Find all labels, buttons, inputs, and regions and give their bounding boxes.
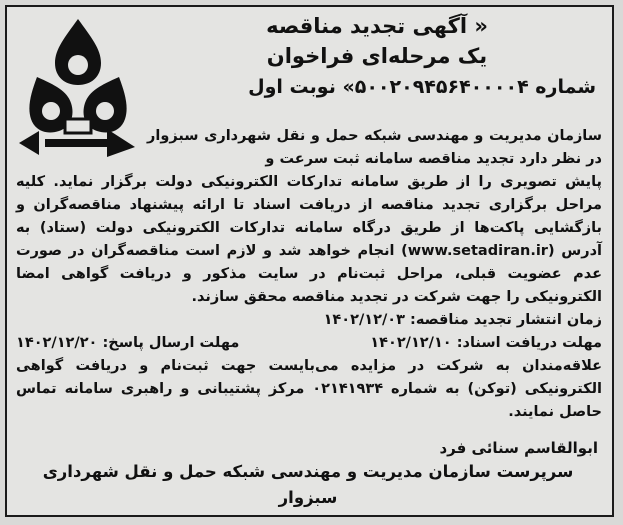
heading-line-1: « آگهی تجدید مناقصه [266,14,488,38]
signature-block [18,437,598,511]
signer-name: ابوالقاسم سنائی فرد [439,439,598,457]
registration-note: علاقه‌مندان به شرکت در مزایده می‌بایست جهت ثبت‌نام و دریافت گواهی الکترونیکی (توکن) به شماره ۰۲۱۴۱۹۳۴ مرکز پشتیبانی و راهبری سامانه تماس حاصل نمایند. [16,358,602,420]
logo [15,15,141,157]
publish-date: زمان انتشار تجدید مناقصه: ۱۴۰۲/۱۲/۰۳ [323,312,602,328]
intro-text: سازمان مدیریت و مهندسی شبکه حمل و نقل شهرداری سبزوار در نظر دارد تجدید مناقصه سامانه ثبت سرعت و [147,128,602,167]
response-deadline: مهلت ارسال پاسخ: ۱۴۰۲/۱۲/۲۰ [16,335,240,351]
deadlines-row [16,332,602,355]
notice-body [16,171,602,424]
heading-line-2: یک مرحله‌ای فراخوان [266,44,488,68]
receive-deadline: مهلت دریافت اسناد: ۱۴۰۲/۱۲/۱۰ [370,335,602,351]
notice-heading [152,11,602,103]
body-paragraph: پایش تصویری را از طریق سامانه تدارکات الکترونیکی دولت برگزار نماید. کلیه مراحل برگزاری تجدید مناقصه از دریافت اسناد تا ارائه پیشنهاد مناقصه‌گران و بازگشایی پاکت‌ها از طریق درگاه سامانه تدارکات الکترونیکی دولت (ستاد) به آدرس (www.setadiran.ir) انجام خواهد شد و لازم است مناقصه‌گران در صورت عدم عضویت قبلی، مراحل ثبت‌نام در سایت مذکور و دریافت گواهی امضا الکترونیکی را جهت شرکت در تجدید مناقصه محقق سازند. [16,174,602,305]
heading-line-3: شماره ۵۰۰۲۰۹۴۵۶۴۰۰۰۰۴» نوبت اول [248,76,596,98]
notice-frame [5,5,614,517]
signer-organization: سرپرست سازمان مدیریت و مهندسی شبکه حمل و نقل شهرداری سبزوار [42,462,574,507]
municipality-logo-icon [15,15,141,157]
